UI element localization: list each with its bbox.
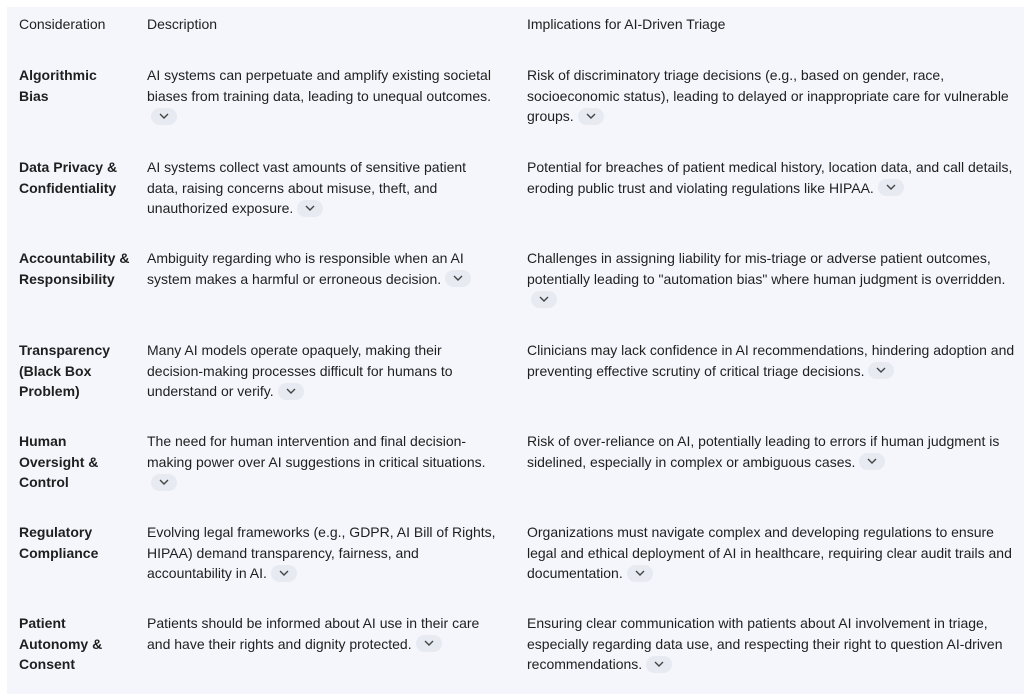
consideration-cell: Human Oversight & Control	[19, 433, 99, 490]
expand-chevron-icon[interactable]	[151, 474, 177, 491]
expand-chevron-icon[interactable]	[859, 453, 885, 470]
implications-text: Organizations must navigate complex and developing regulations to ensure legal and ethical deployment of AI in healthcare, requiring clear audit trails and documentation.	[527, 524, 1012, 581]
expand-chevron-icon[interactable]	[627, 565, 653, 582]
description-text: Many AI models operate opaquely, making their decision-making processes difficult for humans to understand or verify.	[147, 342, 453, 399]
description-text: Evolving legal frameworks (e.g., GDPR, AI Bill of Rights, HIPAA) demand transparency, fairness, and accountability in AI.	[147, 524, 496, 581]
expand-chevron-icon[interactable]	[278, 383, 304, 400]
consideration-cell: Algorithmic Bias	[19, 67, 97, 104]
table-row	[7, 507, 1024, 598]
expand-chevron-icon[interactable]	[271, 565, 297, 582]
description-cell	[136, 416, 516, 507]
implications-cell	[516, 50, 1024, 142]
description-text: AI systems collect vast amounts of sensitive patient data, raising concerns about misuse, theft, and unauthorized exposure.	[147, 159, 467, 216]
description-cell	[136, 233, 516, 325]
implications-text: Risk of over-reliance on AI, potentially leading to errors if human judgment is sidelined, especially in complex or ambiguous cases.	[527, 433, 1000, 470]
table-header-row	[7, 7, 1024, 50]
implications-cell	[516, 325, 1024, 416]
expand-chevron-icon[interactable]	[878, 179, 904, 196]
description-cell	[136, 598, 516, 689]
expand-chevron-icon[interactable]	[151, 108, 177, 125]
ethics-table	[7, 7, 1024, 689]
table-row	[7, 416, 1024, 507]
consideration-cell: Accountability & Responsibility	[19, 250, 130, 287]
implications-cell	[516, 507, 1024, 598]
expand-chevron-icon[interactable]	[646, 656, 672, 673]
implications-cell	[516, 142, 1024, 233]
description-cell	[136, 50, 516, 142]
table-row	[7, 233, 1024, 325]
header-description: Description	[147, 16, 218, 32]
implications-text: Ensuring clear communication with patients about AI involvement in triage, especially regarding data use, and respecting their right to question AI-driven recommendations.	[527, 615, 1003, 672]
table-row	[7, 142, 1024, 233]
implications-text: Challenges in assigning liability for mis-triage or adverse patient outcomes, potentially leading to "automation bias" where human judgment is overridden.	[527, 250, 1006, 287]
implications-text: Clinicians may lack confidence in AI recommendations, hindering adoption and preventing effective scrutiny of critical triage decisions.	[527, 342, 1015, 379]
expand-chevron-icon[interactable]	[416, 635, 442, 652]
header-consideration: Consideration	[19, 16, 106, 32]
implications-text: Potential for breaches of patient medical history, location data, and call details, eroding public trust and violating regulations like HIPAA.	[527, 159, 1013, 196]
description-text: The need for human intervention and final decision-making power over AI suggestions in critical situations.	[147, 433, 486, 470]
description-cell	[136, 142, 516, 233]
implications-cell	[516, 416, 1024, 507]
implications-text: Risk of discriminatory triage decisions (e.g., based on gender, race, socioeconomic status), leading to delayed or inappropriate care for vulnerable groups.	[527, 67, 1009, 124]
table-row	[7, 325, 1024, 416]
description-text: Patients should be informed about AI use in their care and have their rights and dignity protected.	[147, 615, 480, 652]
expand-chevron-icon[interactable]	[445, 270, 471, 287]
description-cell	[136, 507, 516, 598]
consideration-cell: Regulatory Compliance	[19, 524, 99, 561]
implications-cell	[516, 233, 1024, 325]
ethics-table-container	[7, 7, 1024, 694]
consideration-cell: Transparency (Black Box Problem)	[19, 342, 111, 399]
implications-cell	[516, 598, 1024, 689]
description-cell	[136, 325, 516, 416]
consideration-cell: Patient Autonomy & Consent	[19, 615, 103, 672]
consideration-cell: Data Privacy & Confidentiality	[19, 159, 118, 196]
description-text: Ambiguity regarding who is responsible when an AI system makes a harmful or erroneous decision.	[147, 250, 464, 287]
expand-chevron-icon[interactable]	[297, 200, 323, 217]
expand-chevron-icon[interactable]	[578, 108, 604, 125]
table-row	[7, 50, 1024, 142]
table-row	[7, 598, 1024, 689]
expand-chevron-icon[interactable]	[531, 291, 557, 308]
expand-chevron-icon[interactable]	[868, 362, 894, 379]
description-text: AI systems can perpetuate and amplify existing societal biases from training data, leading to unequal outcomes.	[147, 67, 491, 104]
header-implications: Implications for AI-Driven Triage	[527, 16, 726, 32]
